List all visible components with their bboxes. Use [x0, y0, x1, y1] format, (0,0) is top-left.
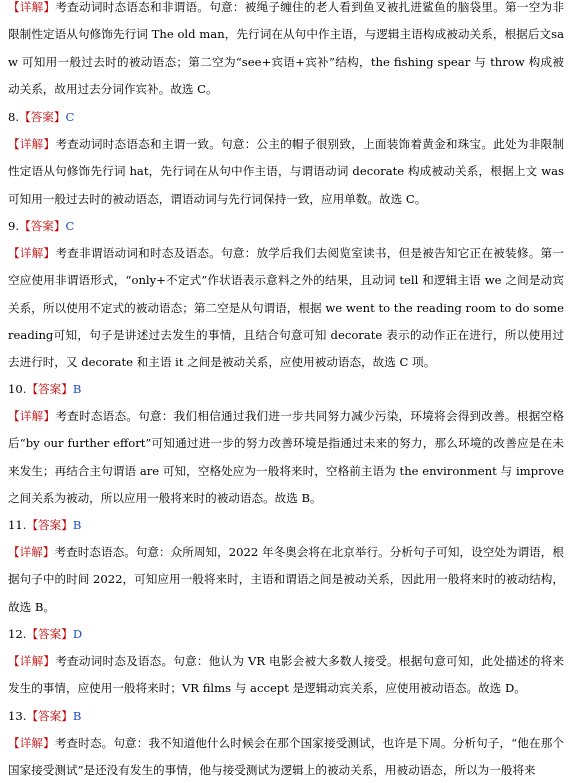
answer-tag: 【答案】 [26, 627, 73, 641]
question-number: 8. [8, 110, 20, 124]
answer-tag: 【答案】 [26, 709, 73, 723]
answer-letter: C [65, 110, 75, 124]
detail-tag: 【详解】 [8, 545, 55, 559]
q13-detail [8, 730, 564, 783]
question-number: 12. [8, 627, 27, 641]
detail-tag: 【详解】 [8, 409, 56, 423]
answer-letter: B [72, 518, 82, 532]
q13-answer-line [8, 703, 81, 730]
q8-answer-line [8, 104, 74, 131]
detail-tag: 【详解】 [8, 246, 56, 260]
answer-tag: 【答案】 [26, 518, 73, 532]
detail-tag: 【详解】 [8, 654, 56, 668]
q9-detail [8, 240, 564, 376]
answer-tag: 【答案】 [19, 110, 66, 124]
q12-answer-line [8, 621, 82, 648]
question-number: 11. [8, 518, 27, 532]
q7-detail [8, 0, 564, 103]
q10-answer-line [8, 376, 81, 403]
answer-letter: B [72, 709, 82, 723]
detail-text: 考查时态语态。句意：我们相信通过我们进一步共同努力减少污染，环境将会得到改善。根据空格后“by our further effort”可知通过进一步的努力改善环境是指通过未来的努力，那么环境的改善应是在未来发生；再结合主句谓语 are 可知，空格处应为一般将来时，空格前主语为 the environment 与 improve 之间关系为被动，所以应用一般将来时的被动语态。故选 B。 [8, 409, 564, 505]
q8-detail [8, 131, 564, 213]
q12-detail [8, 648, 564, 703]
detail-tag: 【详解】 [8, 0, 56, 14]
answer-letter: B [72, 382, 82, 396]
q11-answer-line [8, 512, 81, 539]
detail-text: 考查时态语态。句意：众所周知，2022 年冬奥会将在北京举行。分析句子可知，设空处为谓语，根据句子中的时间 2022，可知应用一般将来时，主语和谓语之间是被动关系，因此用一般将来时的被动结构，故选 B。 [8, 545, 564, 614]
detail-text: 考查非谓语动词和时态及语态。句意：放学后我们去阅览室读书，但是被告知它正在被装修。第一空应使用非谓语形式，“only+不定式”作状语表示意料之外的结果，且动词 tell 和逻辑主语 we 之间是动宾关系，所以使用不定式的被动语态；第二空是从句谓语，根据 we went to the reading room to do some reading可知，句子是讲述过去发生的事情，且结合句意可知 decorate 表示的动作正在进行，所以使用过去进行时，又 decorate 和主语 it 之间是被动关系，应使用被动语态，故选 C 项。 [8, 246, 564, 370]
q11-detail [8, 539, 564, 621]
detail-text: 考查动词时态及语态。句意：他认为 VR 电影会被大多数人接受。根据句意可知，此处描述的将来发生的事情，应使用一般将来时；VR films 与 accept 是逻辑动宾关系，应使用被动语态。故选 D。 [8, 654, 564, 696]
answer-letter: D [72, 627, 83, 641]
detail-text: 考查动词时态语态和非谓语。句意：被绳子缠住的老人看到鱼叉被扎进鲨鱼的脑袋里。第一空为非限制性定语从句修饰先行词 The old man，先行词在从句中作主语，与逻辑主语构成被动关系，根据后文saw 可知用一般过去时的被动语态；第二空为“see+宾语+宾补”结构，the fishing spear 与 throw 构成被动关系，故用过去分词作宾补。故选 C。 [8, 0, 564, 96]
answer-letter: C [65, 219, 75, 233]
detail-tag: 【详解】 [8, 736, 55, 750]
detail-text: 考查动词时态语态和主谓一致。句意：公主的帽子很别致，上面装饰着黄金和珠宝。此处为非限制性定语从句修饰先行词 hat，先行词在从句中作主语，与谓语动词 decorate 构成被动关系，根据上文 was可知用一般过去时的被动语态，谓语动词与先行词保持一致，应用单数。故选 C。 [8, 137, 564, 206]
detail-text: 考查时态。句意：我不知道他什么时候会在那个国家接受测试，也许是下周。分析句子，“他在那个国家接受测试”是还没有发生的事情，他与接受测试为逻辑上的被动关系，用被动语态，所以为一般将来 [8, 736, 564, 778]
detail-tag: 【详解】 [8, 137, 56, 151]
question-number: 9. [8, 219, 20, 233]
question-number: 13. [8, 709, 27, 723]
q9-answer-line [8, 213, 74, 240]
question-number: 10. [8, 382, 27, 396]
answer-tag: 【答案】 [19, 219, 66, 233]
q10-detail [8, 403, 564, 512]
answer-tag: 【答案】 [26, 382, 73, 396]
